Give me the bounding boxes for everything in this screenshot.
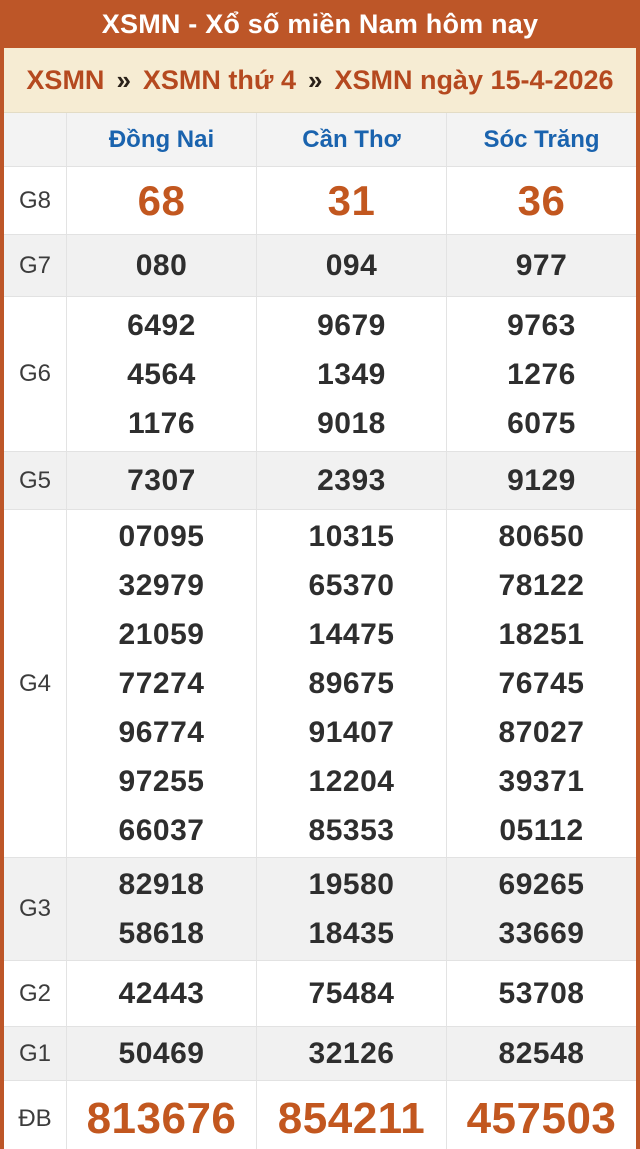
lottery-number: 33669 [498,917,585,950]
prize-numbers-g3-col3 [446,858,636,960]
lottery-number: 6075 [507,406,576,440]
prize-row-g2 [4,961,636,1027]
prize-numbers-g2-col1 [66,961,256,1026]
lottery-number: 1176 [127,406,196,440]
lottery-number: 75484 [308,977,395,1010]
prize-label-g4: G4 [18,669,51,697]
prize-row-g6 [4,297,636,452]
lottery-number: 68 [137,176,186,224]
lottery-number: 69265 [498,868,585,901]
lottery-number: 9018 [317,406,386,440]
lottery-number: 58618 [118,917,205,950]
prize-numbers-g3-col1 [66,858,256,960]
prize-numbers-g8-col1 [66,167,256,234]
prize-numbers-g2-col3 [446,961,636,1026]
prize-numbers-g4-col3 [446,510,636,857]
prize-row-g7 [4,235,636,297]
lottery-number: 85353 [308,814,395,847]
prize-label-g5: G5 [18,466,51,494]
lottery-number: 36 [517,176,566,224]
content-area [0,48,640,1149]
prize-numbers-g4-col2 [256,510,446,857]
lottery-number: 82918 [118,868,205,901]
lottery-number: 19580 [308,868,395,901]
lottery-number: 78122 [498,569,585,602]
prize-column-header [4,113,66,166]
prize-row-g4 [4,510,636,858]
lottery-number: 9129 [507,464,576,497]
province-header-soc-trang[interactable]: Sóc Trăng [446,113,636,166]
results-table [4,113,636,1149]
breadcrumb-separator: » [307,64,323,95]
lottery-number: 32979 [118,569,205,602]
lottery-number: 89675 [308,667,395,700]
lottery-number: 80650 [498,520,585,553]
lottery-number: 9679 [317,308,386,342]
lottery-number: 2393 [317,464,386,497]
breadcrumb [4,48,636,113]
lottery-number: 6492 [127,308,196,342]
prize-numbers-g7-col3 [446,235,636,296]
lottery-number: 14475 [308,618,395,651]
lottery-number: 07095 [118,520,205,553]
lottery-number: 18435 [308,917,395,950]
lottery-number: 76745 [498,667,585,700]
prize-label-g2: G2 [18,979,51,1007]
lottery-number: 91407 [308,716,395,749]
prize-numbers-g8-col2 [256,167,446,234]
prize-label-g8: G8 [18,186,51,214]
prize-numbers-g6-col3 [446,297,636,451]
lottery-number: 87027 [498,716,585,749]
lottery-number: 094 [325,249,378,282]
province-header-dong-nai[interactable]: Đồng Nai [66,113,256,166]
prize-numbers-db-col1 [66,1081,256,1149]
prize-numbers-g1-col1 [66,1027,256,1080]
breadcrumb-link-xsmn-date[interactable]: XSMN ngày 15-4-2026 [334,64,614,95]
lottery-number: 1276 [507,357,576,391]
lottery-number: 50469 [118,1037,205,1070]
lottery-number: 05112 [499,814,584,847]
lottery-number: 96774 [118,716,205,749]
lottery-number: 21059 [118,618,205,651]
prize-label-g6: G6 [18,360,51,387]
province-header-can-tho[interactable]: Cần Thơ [256,113,446,166]
lottery-number: 66037 [118,814,205,847]
prize-numbers-g2-col2 [256,961,446,1026]
lottery-number: 12204 [308,765,395,798]
lottery-number: 39371 [498,765,585,798]
prize-numbers-g7-col1 [66,235,256,296]
prize-row-db [4,1081,636,1149]
lottery-number: 080 [135,249,188,282]
prize-numbers-db-col3 [446,1081,636,1149]
lottery-number: 82548 [498,1037,585,1070]
prize-label-g1: G1 [18,1039,51,1067]
prize-numbers-g6-col2 [256,297,446,451]
breadcrumb-link-xsmn-weekday[interactable]: XSMN thứ 4 [142,64,296,95]
lottery-number: 77274 [118,667,205,700]
lottery-number: 4564 [127,357,196,391]
page-title: XSMN - Xổ số miền Nam hôm nay [101,8,539,39]
prize-numbers-g4-col1 [66,510,256,857]
lottery-number: 813676 [86,1094,237,1143]
lottery-number: 53708 [498,977,585,1010]
prize-numbers-db-col2 [256,1081,446,1149]
prize-label-g7: G7 [18,251,51,279]
breadcrumb-separator: » [116,64,131,95]
prize-numbers-g6-col1 [66,297,256,451]
prize-numbers-g3-col2 [256,858,446,960]
prize-numbers-g1-col3 [446,1027,636,1080]
prize-row-g5 [4,452,636,510]
breadcrumb-link-xsmn[interactable]: XSMN [26,64,105,95]
lottery-number: 854211 [277,1094,426,1143]
prize-numbers-g7-col2 [256,235,446,296]
prize-row-g3 [4,858,636,961]
lottery-number: 18251 [498,618,585,651]
prize-row-g8 [4,167,636,235]
lottery-number: 97255 [118,765,205,798]
prize-numbers-g5-col1 [66,452,256,509]
lottery-number: 65370 [308,569,395,602]
lottery-number: 1349 [317,357,386,391]
lottery-number: 977 [515,249,568,282]
prize-numbers-g1-col2 [256,1027,446,1080]
table-header-row [4,113,636,167]
title-bar [0,0,640,48]
prize-row-g1 [4,1027,636,1081]
lottery-number: 10315 [308,520,395,553]
lottery-number: 7307 [127,464,196,497]
prize-numbers-g8-col3 [446,167,636,234]
prize-numbers-g5-col2 [256,452,446,509]
lottery-number: 31 [327,176,376,224]
lottery-number: 42443 [118,977,205,1010]
lottery-number: 457503 [466,1094,617,1143]
lottery-number: 32126 [308,1037,395,1070]
prize-label-db: ĐB [18,1105,52,1132]
prize-numbers-g5-col3 [446,452,636,509]
prize-label-g3: G3 [18,895,51,922]
lottery-number: 9763 [507,308,576,342]
